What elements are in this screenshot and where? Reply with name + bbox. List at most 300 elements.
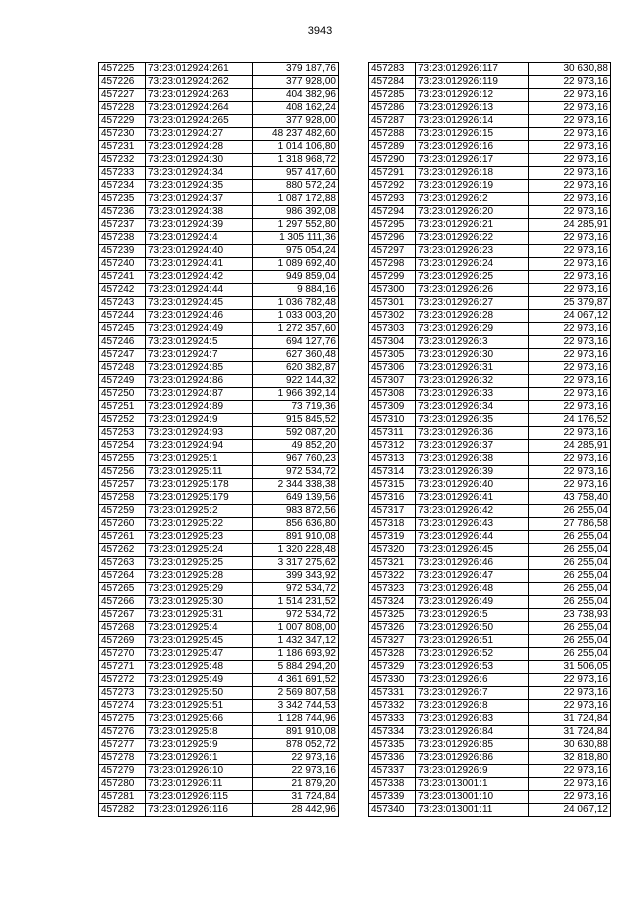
row-number-cell: 457304	[369, 336, 416, 349]
table-row	[99, 180, 339, 193]
row-number-cell: 457313	[369, 453, 416, 466]
cadastral-number-cell: 73:23:012924:93	[146, 427, 253, 440]
row-number-cell: 457318	[369, 518, 416, 531]
cadastral-value-cell: 26 255,04	[529, 622, 611, 635]
cadastral-number-cell: 73:23:013001:10	[416, 791, 529, 804]
cadastral-number-cell: 73:23:012925:178	[146, 479, 253, 492]
table-row	[369, 674, 611, 687]
cadastral-number-cell: 73:23:012925:24	[146, 544, 253, 557]
cadastral-number-cell: 73:23:012925:22	[146, 518, 253, 531]
cadastral-value-cell: 24 285,91	[529, 219, 611, 232]
table-row	[99, 349, 339, 362]
cadastral-value-cell: 31 724,84	[253, 791, 339, 804]
table-row	[369, 596, 611, 609]
table-row	[99, 102, 339, 115]
cadastral-value-table-left	[98, 62, 339, 817]
table-row	[369, 193, 611, 206]
table-right-body	[369, 63, 611, 817]
cadastral-value-cell: 22 973,16	[529, 154, 611, 167]
table-row	[99, 635, 339, 648]
row-number-cell: 457319	[369, 531, 416, 544]
table-row	[369, 401, 611, 414]
cadastral-value-cell: 22 973,16	[529, 674, 611, 687]
cadastral-value-cell: 26 255,04	[529, 557, 611, 570]
cadastral-number-cell: 73:23:012925:47	[146, 648, 253, 661]
table-row	[369, 804, 611, 817]
cadastral-value-cell: 915 845,52	[253, 414, 339, 427]
table-row	[369, 115, 611, 128]
cadastral-number-cell: 73:23:012926:16	[416, 141, 529, 154]
cadastral-number-cell: 73:23:012926:14	[416, 115, 529, 128]
table-row	[369, 76, 611, 89]
row-number-cell: 457260	[99, 518, 146, 531]
cadastral-number-cell: 73:23:012924:9	[146, 414, 253, 427]
table-row	[369, 557, 611, 570]
row-number-cell: 457262	[99, 544, 146, 557]
cadastral-number-cell: 73:23:012926:3	[416, 336, 529, 349]
row-number-cell: 457279	[99, 765, 146, 778]
table-row	[369, 713, 611, 726]
table-row	[99, 765, 339, 778]
cadastral-value-cell: 26 255,04	[529, 531, 611, 544]
row-number-cell: 457333	[369, 713, 416, 726]
table-row	[99, 518, 339, 531]
cadastral-number-cell: 73:23:012925:8	[146, 726, 253, 739]
cadastral-number-cell: 73:23:012926:33	[416, 388, 529, 401]
cadastral-value-cell: 22 973,16	[529, 128, 611, 141]
cadastral-value-cell: 23 738,93	[529, 609, 611, 622]
cadastral-value-cell: 22 973,16	[253, 752, 339, 765]
row-number-cell: 457306	[369, 362, 416, 375]
row-number-cell: 457233	[99, 167, 146, 180]
cadastral-number-cell: 73:23:012925:31	[146, 609, 253, 622]
row-number-cell: 457294	[369, 206, 416, 219]
cadastral-value-cell: 967 760,23	[253, 453, 339, 466]
cadastral-value-cell: 22 973,16	[529, 323, 611, 336]
cadastral-number-cell: 73:23:012924:37	[146, 193, 253, 206]
row-number-cell: 457322	[369, 570, 416, 583]
cadastral-number-cell: 73:23:013001:11	[416, 804, 529, 817]
table-row	[369, 284, 611, 297]
cadastral-number-cell: 73:23:012925:9	[146, 739, 253, 752]
cadastral-value-table-right	[368, 62, 611, 817]
cadastral-value-cell: 408 162,24	[253, 102, 339, 115]
cadastral-value-cell: 880 572,24	[253, 180, 339, 193]
cadastral-number-cell: 73:23:012926:1	[146, 752, 253, 765]
table-row	[369, 271, 611, 284]
row-number-cell: 457254	[99, 440, 146, 453]
cadastral-number-cell: 73:23:012924:28	[146, 141, 253, 154]
row-number-cell: 457330	[369, 674, 416, 687]
table-row	[99, 245, 339, 258]
row-number-cell: 457263	[99, 557, 146, 570]
cadastral-value-cell: 1 036 782,48	[253, 297, 339, 310]
row-number-cell: 457273	[99, 687, 146, 700]
cadastral-number-cell: 73:23:012924:44	[146, 284, 253, 297]
table-row	[369, 531, 611, 544]
cadastral-value-cell: 1 089 692,40	[253, 258, 339, 271]
table-row	[99, 804, 339, 817]
table-row	[369, 544, 611, 557]
row-number-cell: 457278	[99, 752, 146, 765]
cadastral-number-cell: 73:23:013001:1	[416, 778, 529, 791]
row-number-cell: 457253	[99, 427, 146, 440]
cadastral-number-cell: 73:23:012924:46	[146, 310, 253, 323]
cadastral-value-cell: 1 087 172,88	[253, 193, 339, 206]
cadastral-value-cell: 649 139,56	[253, 492, 339, 505]
cadastral-value-cell: 975 054,24	[253, 245, 339, 258]
cadastral-value-cell: 22 973,16	[529, 284, 611, 297]
table-row	[369, 427, 611, 440]
cadastral-value-cell: 1 007 808,00	[253, 622, 339, 635]
cadastral-number-cell: 73:23:012926:10	[146, 765, 253, 778]
cadastral-value-cell: 31 506,05	[529, 661, 611, 674]
table-row	[99, 76, 339, 89]
cadastral-value-cell: 4 361 691,52	[253, 674, 339, 687]
page-number: 3943	[307, 25, 333, 37]
table-row	[369, 661, 611, 674]
cadastral-value-cell: 49 852,20	[253, 440, 339, 453]
cadastral-number-cell: 73:23:012925:45	[146, 635, 253, 648]
cadastral-number-cell: 73:23:012926:20	[416, 206, 529, 219]
cadastral-value-cell: 22 973,16	[529, 206, 611, 219]
table-row	[369, 700, 611, 713]
row-number-cell: 457331	[369, 687, 416, 700]
cadastral-number-cell: 73:23:012924:38	[146, 206, 253, 219]
row-number-cell: 457308	[369, 388, 416, 401]
table-row	[369, 687, 611, 700]
table-row	[99, 700, 339, 713]
row-number-cell: 457283	[369, 63, 416, 76]
cadastral-number-cell: 73:23:012926:39	[416, 466, 529, 479]
row-number-cell: 457265	[99, 583, 146, 596]
row-number-cell: 457267	[99, 609, 146, 622]
row-number-cell: 457250	[99, 388, 146, 401]
cadastral-value-cell: 922 144,32	[253, 375, 339, 388]
cadastral-value-cell: 43 758,40	[529, 492, 611, 505]
table-row	[369, 609, 611, 622]
cadastral-number-cell: 73:23:012926:44	[416, 531, 529, 544]
table-row	[99, 362, 339, 375]
cadastral-number-cell: 73:23:012926:28	[416, 310, 529, 323]
cadastral-number-cell: 73:23:012926:15	[416, 128, 529, 141]
table-row	[99, 570, 339, 583]
cadastral-number-cell: 73:23:012926:49	[416, 596, 529, 609]
row-number-cell: 457269	[99, 635, 146, 648]
row-number-cell: 457255	[99, 453, 146, 466]
cadastral-value-cell: 22 973,16	[529, 232, 611, 245]
table-row	[99, 791, 339, 804]
row-number-cell: 457274	[99, 700, 146, 713]
row-number-cell: 457285	[369, 89, 416, 102]
row-number-cell: 457334	[369, 726, 416, 739]
cadastral-number-cell: 73:23:012926:18	[416, 167, 529, 180]
cadastral-number-cell: 73:23:012925:23	[146, 531, 253, 544]
cadastral-number-cell: 73:23:012925:25	[146, 557, 253, 570]
row-number-cell: 457276	[99, 726, 146, 739]
row-number-cell: 457237	[99, 219, 146, 232]
cadastral-number-cell: 73:23:012924:264	[146, 102, 253, 115]
cadastral-number-cell: 73:23:012926:25	[416, 271, 529, 284]
row-number-cell: 457275	[99, 713, 146, 726]
cadastral-number-cell: 73:23:012926:84	[416, 726, 529, 739]
cadastral-value-cell: 22 973,16	[529, 453, 611, 466]
cadastral-number-cell: 73:23:012926:40	[416, 479, 529, 492]
cadastral-value-cell: 3 342 744,53	[253, 700, 339, 713]
cadastral-value-cell: 22 973,16	[529, 427, 611, 440]
cadastral-value-cell: 22 973,16	[529, 700, 611, 713]
cadastral-value-cell: 627 360,48	[253, 349, 339, 362]
table-row	[99, 115, 339, 128]
table-row	[99, 505, 339, 518]
table-row	[369, 648, 611, 661]
cadastral-number-cell: 73:23:012926:34	[416, 401, 529, 414]
cadastral-value-cell: 2 569 807,58	[253, 687, 339, 700]
cadastral-number-cell: 73:23:012926:115	[146, 791, 253, 804]
cadastral-number-cell: 73:23:012926:2	[416, 193, 529, 206]
row-number-cell: 457264	[99, 570, 146, 583]
cadastral-value-cell: 22 973,16	[529, 167, 611, 180]
cadastral-number-cell: 73:23:012926:23	[416, 245, 529, 258]
cadastral-number-cell: 73:23:012926:52	[416, 648, 529, 661]
cadastral-number-cell: 73:23:012926:50	[416, 622, 529, 635]
cadastral-number-cell: 73:23:012924:86	[146, 375, 253, 388]
table-row	[99, 596, 339, 609]
cadastral-number-cell: 73:23:012924:265	[146, 115, 253, 128]
cadastral-value-cell: 22 973,16	[529, 271, 611, 284]
table-row	[99, 778, 339, 791]
row-number-cell: 457303	[369, 323, 416, 336]
cadastral-number-cell: 73:23:012924:34	[146, 167, 253, 180]
row-number-cell: 457234	[99, 180, 146, 193]
cadastral-value-cell: 377 928,00	[253, 76, 339, 89]
cadastral-value-cell: 22 973,16	[529, 193, 611, 206]
table-row	[369, 778, 611, 791]
row-number-cell: 457256	[99, 466, 146, 479]
cadastral-number-cell: 73:23:012926:35	[416, 414, 529, 427]
row-number-cell: 457239	[99, 245, 146, 258]
cadastral-number-cell: 73:23:012926:9	[416, 765, 529, 778]
table-row	[369, 336, 611, 349]
row-number-cell: 457230	[99, 128, 146, 141]
row-number-cell: 457225	[99, 63, 146, 76]
cadastral-value-cell: 26 255,04	[529, 635, 611, 648]
cadastral-number-cell: 73:23:012926:5	[416, 609, 529, 622]
cadastral-number-cell: 73:23:012926:24	[416, 258, 529, 271]
row-number-cell: 457338	[369, 778, 416, 791]
cadastral-number-cell: 73:23:012926:31	[416, 362, 529, 375]
cadastral-number-cell: 73:23:012924:35	[146, 180, 253, 193]
table-row	[99, 687, 339, 700]
cadastral-value-cell: 2 344 338,38	[253, 479, 339, 492]
row-number-cell: 457301	[369, 297, 416, 310]
row-number-cell: 457232	[99, 154, 146, 167]
cadastral-value-cell: 22 973,16	[529, 375, 611, 388]
cadastral-number-cell: 73:23:012924:7	[146, 349, 253, 362]
row-number-cell: 457298	[369, 258, 416, 271]
row-number-cell: 457317	[369, 505, 416, 518]
row-number-cell: 457288	[369, 128, 416, 141]
cadastral-number-cell: 73:23:012924:89	[146, 401, 253, 414]
row-number-cell: 457336	[369, 752, 416, 765]
table-row	[369, 518, 611, 531]
cadastral-value-cell: 1 514 231,52	[253, 596, 339, 609]
cadastral-value-cell: 26 255,04	[529, 570, 611, 583]
row-number-cell: 457292	[369, 180, 416, 193]
table-row	[369, 323, 611, 336]
cadastral-value-cell: 22 973,16	[529, 245, 611, 258]
row-number-cell: 457231	[99, 141, 146, 154]
cadastral-value-cell: 24 285,91	[529, 440, 611, 453]
cadastral-value-cell: 73 719,36	[253, 401, 339, 414]
row-number-cell: 457339	[369, 791, 416, 804]
cadastral-number-cell: 73:23:012926:13	[416, 102, 529, 115]
cadastral-value-cell: 399 343,92	[253, 570, 339, 583]
cadastral-value-cell: 31 724,84	[529, 713, 611, 726]
table-row	[369, 726, 611, 739]
cadastral-value-cell: 957 417,60	[253, 167, 339, 180]
table-row	[369, 63, 611, 76]
row-number-cell: 457316	[369, 492, 416, 505]
cadastral-number-cell: 73:23:012926:11	[146, 778, 253, 791]
cadastral-number-cell: 73:23:012924:261	[146, 63, 253, 76]
row-number-cell: 457310	[369, 414, 416, 427]
row-number-cell: 457329	[369, 661, 416, 674]
row-number-cell: 457259	[99, 505, 146, 518]
cadastral-number-cell: 73:23:012926:45	[416, 544, 529, 557]
table-row	[369, 89, 611, 102]
cadastral-value-cell: 22 973,16	[529, 115, 611, 128]
cadastral-number-cell: 73:23:012926:19	[416, 180, 529, 193]
cadastral-value-cell: 31 724,84	[529, 726, 611, 739]
cadastral-value-cell: 28 442,96	[253, 804, 339, 817]
cadastral-number-cell: 73:23:012926:86	[416, 752, 529, 765]
cadastral-value-cell: 22 973,16	[529, 141, 611, 154]
table-left-body	[99, 63, 339, 817]
cadastral-number-cell: 73:23:012926:12	[416, 89, 529, 102]
cadastral-value-cell: 22 973,16	[529, 76, 611, 89]
cadastral-value-cell: 22 973,16	[529, 388, 611, 401]
table-row	[99, 752, 339, 765]
row-number-cell: 457235	[99, 193, 146, 206]
row-number-cell: 457251	[99, 401, 146, 414]
table-row	[369, 466, 611, 479]
cadastral-number-cell: 73:23:012926:29	[416, 323, 529, 336]
table-row	[99, 401, 339, 414]
table-row	[369, 739, 611, 752]
cadastral-value-cell: 26 255,04	[529, 648, 611, 661]
cadastral-number-cell: 73:23:012926:43	[416, 518, 529, 531]
table-row	[99, 375, 339, 388]
table-row	[369, 349, 611, 362]
cadastral-value-cell: 27 786,58	[529, 518, 611, 531]
table-row	[99, 440, 339, 453]
table-row	[369, 297, 611, 310]
row-number-cell: 457252	[99, 414, 146, 427]
row-number-cell: 457248	[99, 362, 146, 375]
cadastral-value-cell: 22 973,16	[253, 765, 339, 778]
cadastral-number-cell: 73:23:012926:41	[416, 492, 529, 505]
row-number-cell: 457243	[99, 297, 146, 310]
row-number-cell: 457270	[99, 648, 146, 661]
cadastral-number-cell: 73:23:012926:48	[416, 583, 529, 596]
table-row	[99, 154, 339, 167]
cadastral-number-cell: 73:23:012924:263	[146, 89, 253, 102]
table-row	[369, 635, 611, 648]
table-row	[369, 232, 611, 245]
table-row	[369, 492, 611, 505]
cadastral-number-cell: 73:23:012925:50	[146, 687, 253, 700]
cadastral-number-cell: 73:23:012926:117	[416, 63, 529, 76]
cadastral-value-cell: 891 910,08	[253, 726, 339, 739]
cadastral-value-cell: 48 237 482,60	[253, 128, 339, 141]
table-row	[369, 128, 611, 141]
cadastral-value-cell: 878 052,72	[253, 739, 339, 752]
row-number-cell: 457321	[369, 557, 416, 570]
cadastral-number-cell: 73:23:012925:30	[146, 596, 253, 609]
cadastral-number-cell: 73:23:012925:51	[146, 700, 253, 713]
row-number-cell: 457297	[369, 245, 416, 258]
cadastral-value-cell: 22 973,16	[529, 180, 611, 193]
table-row	[99, 453, 339, 466]
row-number-cell: 457236	[99, 206, 146, 219]
cadastral-number-cell: 73:23:012924:42	[146, 271, 253, 284]
table-row	[369, 141, 611, 154]
table-row	[99, 310, 339, 323]
row-number-cell: 457287	[369, 115, 416, 128]
table-row	[369, 752, 611, 765]
cadastral-value-cell: 856 636,80	[253, 518, 339, 531]
table-row	[99, 128, 339, 141]
cadastral-value-cell: 592 087,20	[253, 427, 339, 440]
table-row	[99, 167, 339, 180]
cadastral-value-cell: 22 973,16	[529, 791, 611, 804]
cadastral-number-cell: 73:23:012926:27	[416, 297, 529, 310]
table-row	[369, 180, 611, 193]
cadastral-number-cell: 73:23:012925:48	[146, 661, 253, 674]
table-row	[99, 89, 339, 102]
cadastral-number-cell: 73:23:012924:262	[146, 76, 253, 89]
cadastral-number-cell: 73:23:012926:83	[416, 713, 529, 726]
cadastral-number-cell: 73:23:012924:49	[146, 323, 253, 336]
cadastral-number-cell: 73:23:012924:27	[146, 128, 253, 141]
row-number-cell: 457337	[369, 765, 416, 778]
cadastral-value-cell: 972 534,72	[253, 466, 339, 479]
table-row	[369, 102, 611, 115]
cadastral-value-cell: 949 859,04	[253, 271, 339, 284]
row-number-cell: 457326	[369, 622, 416, 635]
cadastral-number-cell: 73:23:012926:22	[416, 232, 529, 245]
cadastral-number-cell: 73:23:012926:6	[416, 674, 529, 687]
table-row	[99, 674, 339, 687]
table-row	[99, 219, 339, 232]
row-number-cell: 457309	[369, 401, 416, 414]
cadastral-value-cell: 22 973,16	[529, 89, 611, 102]
cadastral-value-cell: 22 973,16	[529, 362, 611, 375]
row-number-cell: 457328	[369, 648, 416, 661]
cadastral-value-cell: 1 318 968,72	[253, 154, 339, 167]
row-number-cell: 457249	[99, 375, 146, 388]
cadastral-value-cell: 25 379,87	[529, 297, 611, 310]
cadastral-number-cell: 73:23:012926:53	[416, 661, 529, 674]
cadastral-number-cell: 73:23:012926:119	[416, 76, 529, 89]
cadastral-value-cell: 26 255,04	[529, 505, 611, 518]
table-row	[369, 414, 611, 427]
row-number-cell: 457280	[99, 778, 146, 791]
cadastral-number-cell: 73:23:012925:2	[146, 505, 253, 518]
row-number-cell: 457247	[99, 349, 146, 362]
cadastral-number-cell: 73:23:012926:116	[146, 804, 253, 817]
